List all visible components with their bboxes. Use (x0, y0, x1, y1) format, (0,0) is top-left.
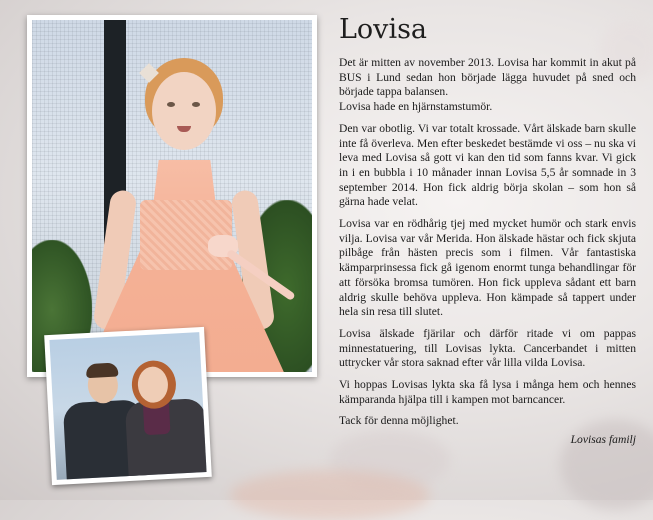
paragraph (339, 56, 636, 115)
paragraph: Lovisa älskade fjärilar och därför ritade vi om pappas minnestatuering, till Lovisas lykta. Cancerbandet i mitten uttrycker vår stora saknad efter vår lilla vilda Lovisa. (339, 326, 636, 370)
paragraph-text: Det är mitten av november 2013. Lovisa har kommit in akut på BUS i Lund sedan hon började lägga huvudet på sned och började tappa balansen. (339, 56, 636, 99)
photo-scene (32, 20, 312, 372)
paragraph: Lovisa var en rödhårig tjej med mycket humör och stark envis vilja. Lovisa var vår Merida. Hon älskade hästar och fick skjuta pilbåge från hästen precis som i filmen. Vår fantastiska kämparprinsessa fick gå igenom enormt tunga behandlingar för att försöka bromsa tumören. Hon fick uppleva sådant ett barn aldrig skulle behöva uppleva. Hon kämpade så tappert under hela sin resa till slutet. (339, 217, 636, 319)
paragraph: Vi hoppas Lovisas lykta ska få lysa i många hem och hennes kämparanda hjälpa till i kampen mot barncancer. (339, 378, 636, 406)
main-photo-girl (27, 15, 317, 377)
background-blur (230, 470, 430, 520)
article-title: Lovisa (339, 14, 428, 45)
article (339, 10, 636, 446)
paragraph: Den var obotlig. Vi var totalt krossade. Vårt älskade barn skulle inte få överleva. Men efter beskedet bestämde vi oss – nu ska vi leva med Lovisa så gott vi kan den tid som fanns kvar. Vi gick in i en bubbla i 10 månader innan Lovisa 5,5 år somnade in 3 september 2014. Hon fick aldrig börja skolan – som hon så gärna hade velat. (339, 121, 636, 209)
family-photo (44, 327, 212, 485)
paragraph: Tack för denna möjlighet. (339, 414, 459, 428)
signature: Lovisas familj (570, 433, 636, 447)
photo-scene (49, 332, 206, 480)
paragraph-text: Lovisa hade en hjärnstamstumör. (339, 100, 493, 114)
